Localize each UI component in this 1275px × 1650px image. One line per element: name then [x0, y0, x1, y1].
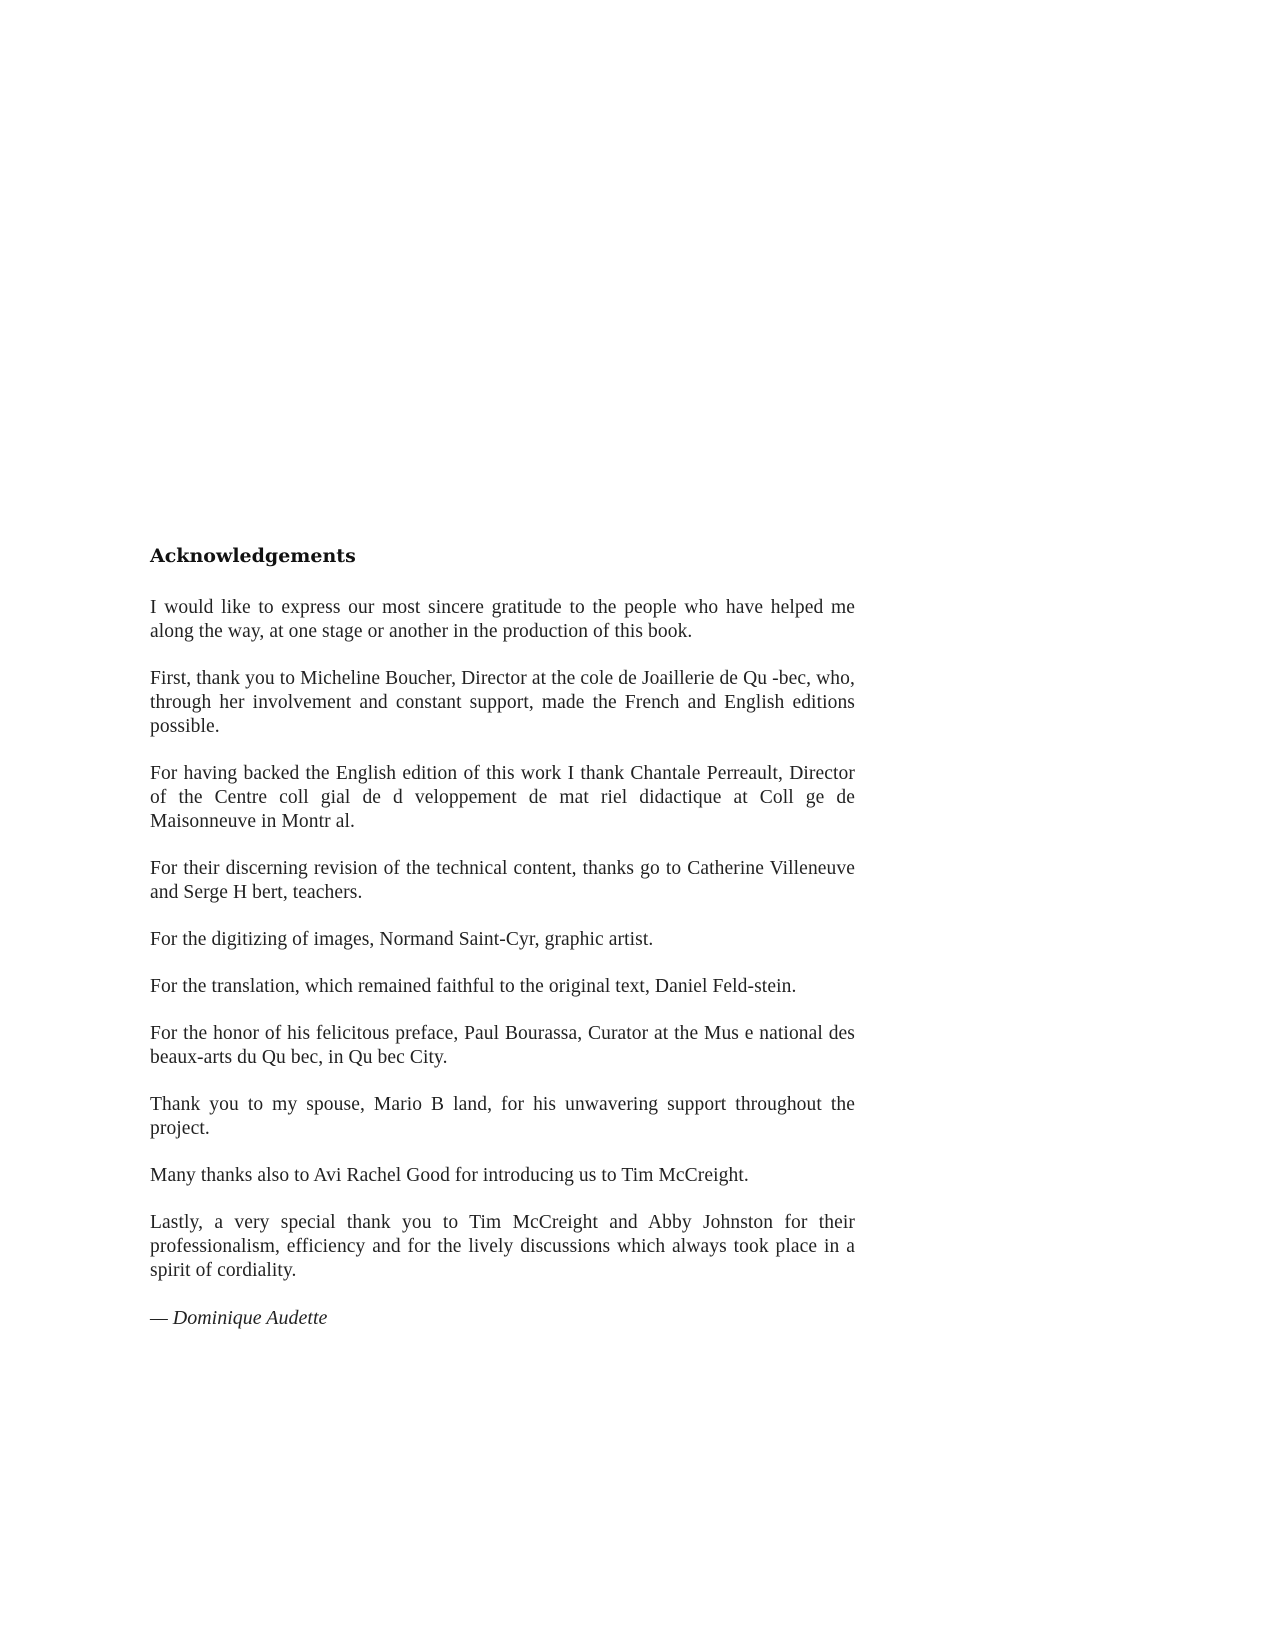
paragraph-digitizing: For the digitizing of images, Normand Saint-Cyr, graphic artist.	[150, 929, 654, 950]
paragraph-closing: Lastly, a very special thank you to Tim McCreight and Abby Johnston for their professionalism, efficiency and for the lively discussions which always took place in a spirit of cordiality.	[150, 1212, 855, 1281]
paragraph-spouse: Thank you to my spouse, Mario B land, for his unwavering support throughout the project.	[150, 1094, 855, 1139]
paragraph-boucher: First, thank you to Micheline Boucher, Director at the cole de Joaillerie de Qu -bec, who, through her involvement and constant support, made the French and English editions possible.	[150, 668, 855, 737]
paragraph-preface: For the honor of his felicitous preface, Paul Bourassa, Curator at the Mus e national des beaux-arts du Qu bec, in Qu bec City.	[150, 1023, 855, 1068]
paragraph-technical-revision: For their discerning revision of the technical content, thanks go to Catherine Villeneuve and Serge H bert, teachers.	[150, 858, 855, 903]
section-heading: Acknowledgements	[150, 545, 356, 567]
acknowledgements-section	[150, 544, 855, 1330]
author-signature: — Dominique Audette	[150, 1307, 328, 1329]
paragraph-translation: For the translation, which remained faithful to the original text, Daniel Feld-stein.	[150, 976, 797, 997]
paragraph-perreault: For having backed the English edition of this work I thank Chantale Perreault, Director of the Centre coll gial de d veloppement de mat riel didactique at Coll ge de Maisonneuve in Montr al.	[150, 763, 855, 832]
paragraph-intro: I would like to express our most sincere gratitude to the people who have helped me along the way, at one stage or another in the production of this book.	[150, 597, 855, 642]
paragraph-introduction: Many thanks also to Avi Rachel Good for introducing us to Tim McCreight.	[150, 1165, 749, 1186]
